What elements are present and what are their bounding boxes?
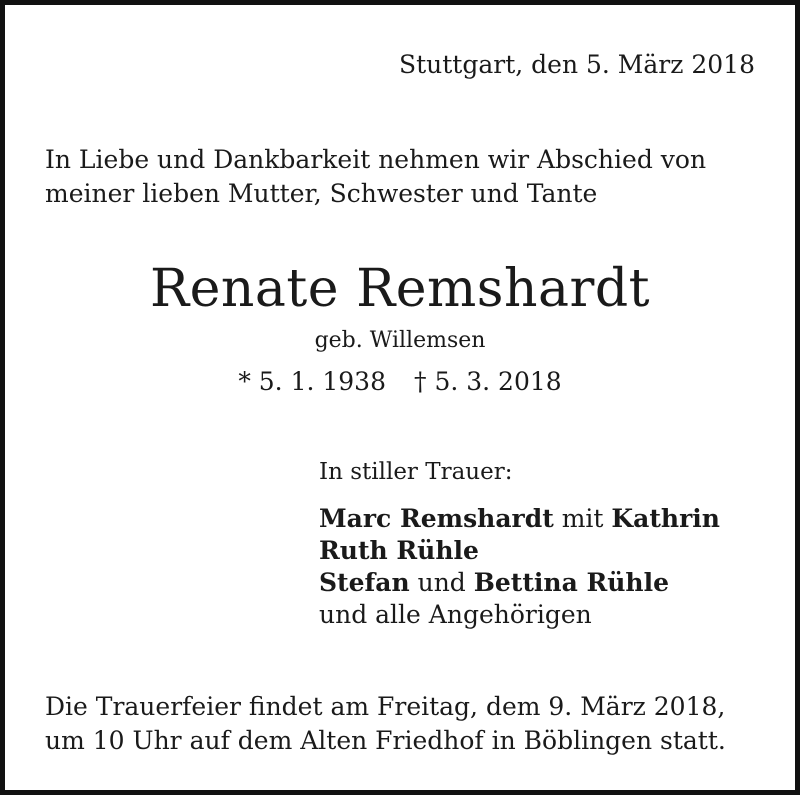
mourner-row bbox=[319, 567, 720, 599]
funeral-line: Die Trauerfeier findet am Freitag, dem 9. März 2018, bbox=[45, 692, 726, 721]
deceased-name: Renate Remshardt bbox=[149, 259, 651, 319]
mourner-row bbox=[319, 535, 720, 567]
funeral-notice bbox=[45, 690, 726, 758]
mourner-joiner: und bbox=[417, 568, 466, 597]
mourner-name: Ruth Rühle bbox=[319, 536, 479, 565]
intro-line: meiner lieben Mutter, Schwester und Tante bbox=[45, 179, 598, 208]
mourner-name: Marc Remshardt bbox=[319, 504, 554, 533]
place-date: Stuttgart, den 5. März 2018 bbox=[398, 50, 755, 79]
maiden-name: geb. Willemsen bbox=[314, 328, 486, 353]
mourner-name: Bettina Rühle bbox=[473, 568, 670, 597]
mourner-joiner: mit bbox=[561, 504, 604, 533]
mourners-list bbox=[319, 503, 720, 631]
mourner-row-relatives: und alle Angehörigen bbox=[319, 600, 592, 629]
mourner-name: Stefan bbox=[319, 568, 410, 597]
intro-text bbox=[45, 143, 706, 211]
birth-date: * 5. 1. 1938 bbox=[238, 367, 386, 396]
death-date: † 5. 3. 2018 bbox=[414, 367, 562, 396]
funeral-line: um 10 Uhr auf dem Alten Friedhof in Böblingen statt. bbox=[45, 726, 726, 755]
life-dates bbox=[5, 369, 795, 394]
mourning-heading: In stiller Trauer: bbox=[319, 459, 513, 485]
mourner-name: Kathrin bbox=[611, 504, 720, 533]
intro-line: In Liebe und Dankbarkeit nehmen wir Abschied von bbox=[45, 145, 707, 174]
mourner-row bbox=[319, 503, 720, 535]
